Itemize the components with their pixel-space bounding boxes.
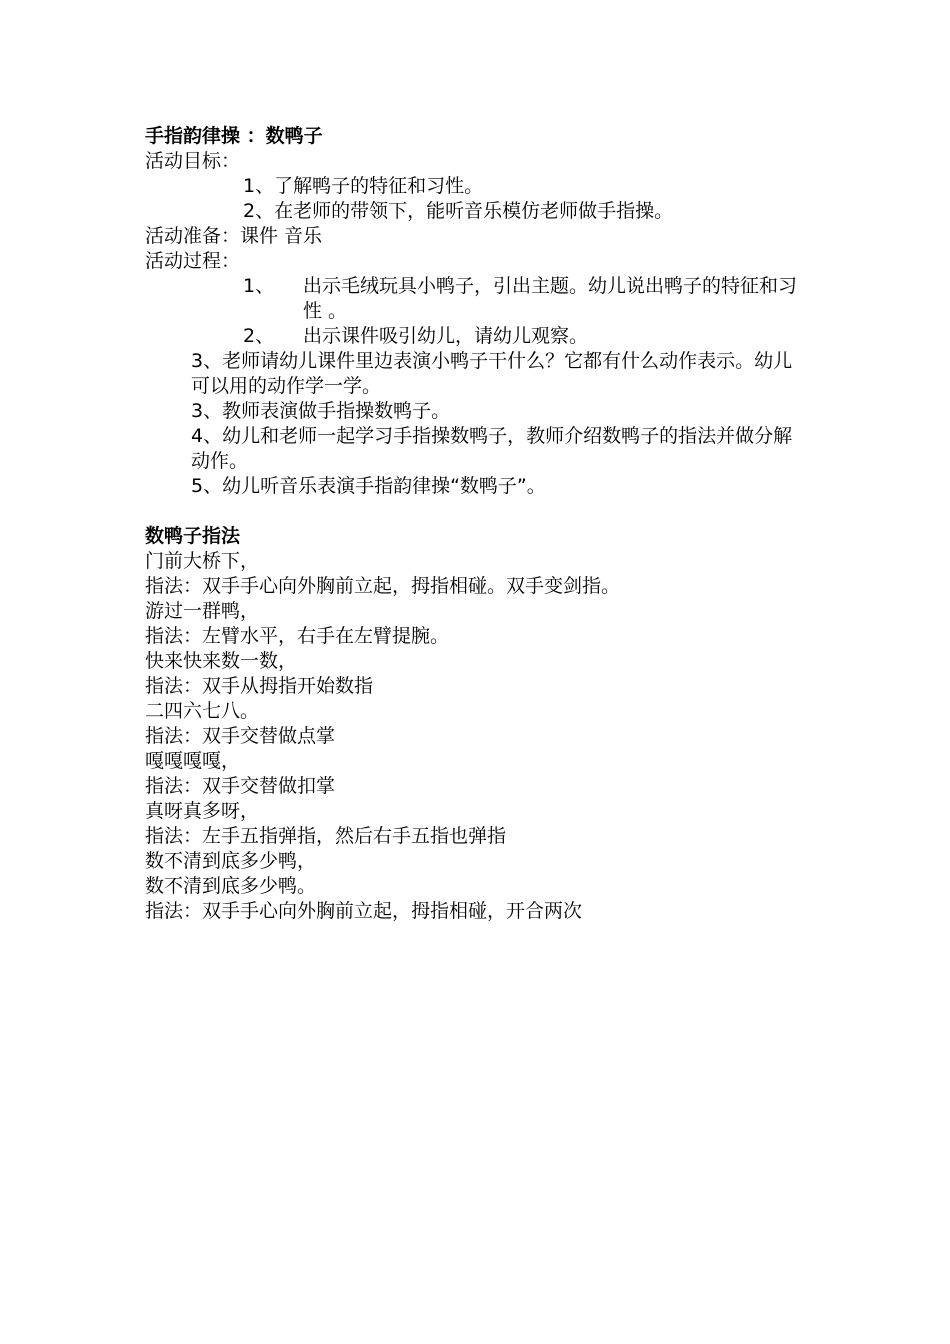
lyric-line: 真呀真多呀， bbox=[145, 800, 260, 822]
goal-item-2: 2、在老师的带领下，能听音乐模仿老师做手指操。 bbox=[243, 200, 674, 222]
fingering-line: 指法：双手从拇指开始数指 bbox=[145, 675, 374, 697]
fingering-line: 指法：双手交替做点掌 bbox=[145, 725, 336, 747]
lyric-line: 门前大桥下， bbox=[145, 550, 260, 572]
section-spacer bbox=[145, 499, 810, 524]
process-item-number: 2、 bbox=[243, 325, 275, 347]
goal-item-1: 1、了解鸭子的特征和习性。 bbox=[243, 175, 484, 197]
fingering-line: 指法：双手交替做扣掌 bbox=[145, 775, 336, 797]
section2-title: 数鸭子指法 bbox=[145, 525, 241, 547]
lyric-line: 游过一群鸭， bbox=[145, 600, 260, 622]
document-body bbox=[145, 124, 810, 924]
fingering-line: 指法：双手手心向外胸前立起，拇指相碰，开合两次 bbox=[145, 900, 583, 922]
lyric-line: 数不清到底多少鸭。 bbox=[145, 875, 317, 897]
fingering-line: 指法：左手五指弹指，然后右手五指也弹指 bbox=[145, 825, 507, 847]
process-paragraph-3b: 3、教师表演做手指操数鸭子。 bbox=[191, 400, 451, 422]
lyric-line: 二四六七八。 bbox=[145, 700, 260, 722]
lyric-line: 数不清到底多少鸭， bbox=[145, 850, 317, 872]
fingering-line: 指法：左臂水平，右手在左臂提腕。 bbox=[145, 625, 450, 647]
process-item-number: 1、 bbox=[243, 275, 275, 297]
process-item-2 bbox=[145, 324, 810, 349]
lyric-line: 嘎嘎嘎嘎， bbox=[145, 750, 241, 772]
lyric-line: 快来快来数一数， bbox=[145, 650, 298, 672]
prep-line: 活动准备：课件 音乐 bbox=[145, 225, 323, 247]
process-item-text: 出示课件吸引幼儿，请幼儿观察。 bbox=[303, 325, 589, 347]
process-label: 活动过程： bbox=[145, 250, 241, 272]
process-paragraph-4: 4、幼儿和老师一起学习手指操数鸭子，教师介绍数鸭子的指法并做分解动作。 bbox=[191, 425, 793, 472]
process-paragraph-3a: 3、老师请幼儿课件里边表演小鸭子干什么？它都有什么动作表示。幼儿可以用的动作学一学。 bbox=[191, 350, 793, 397]
document-title: 手指韵律操 ：数鸭子 bbox=[145, 125, 323, 147]
process-paragraph-5: 5、幼儿听音乐表演手指韵律操“数鸭子”。 bbox=[191, 475, 546, 497]
process-item-1 bbox=[145, 274, 810, 324]
fingering-line: 指法：双手手心向外胸前立起，拇指相碰。双手变剑指。 bbox=[145, 575, 621, 597]
goals-label: 活动目标： bbox=[145, 150, 241, 172]
process-item-text: 出示毛绒玩具小鸭子，引出主题。幼儿说出鸭子的特征和习性 。 bbox=[303, 275, 798, 322]
